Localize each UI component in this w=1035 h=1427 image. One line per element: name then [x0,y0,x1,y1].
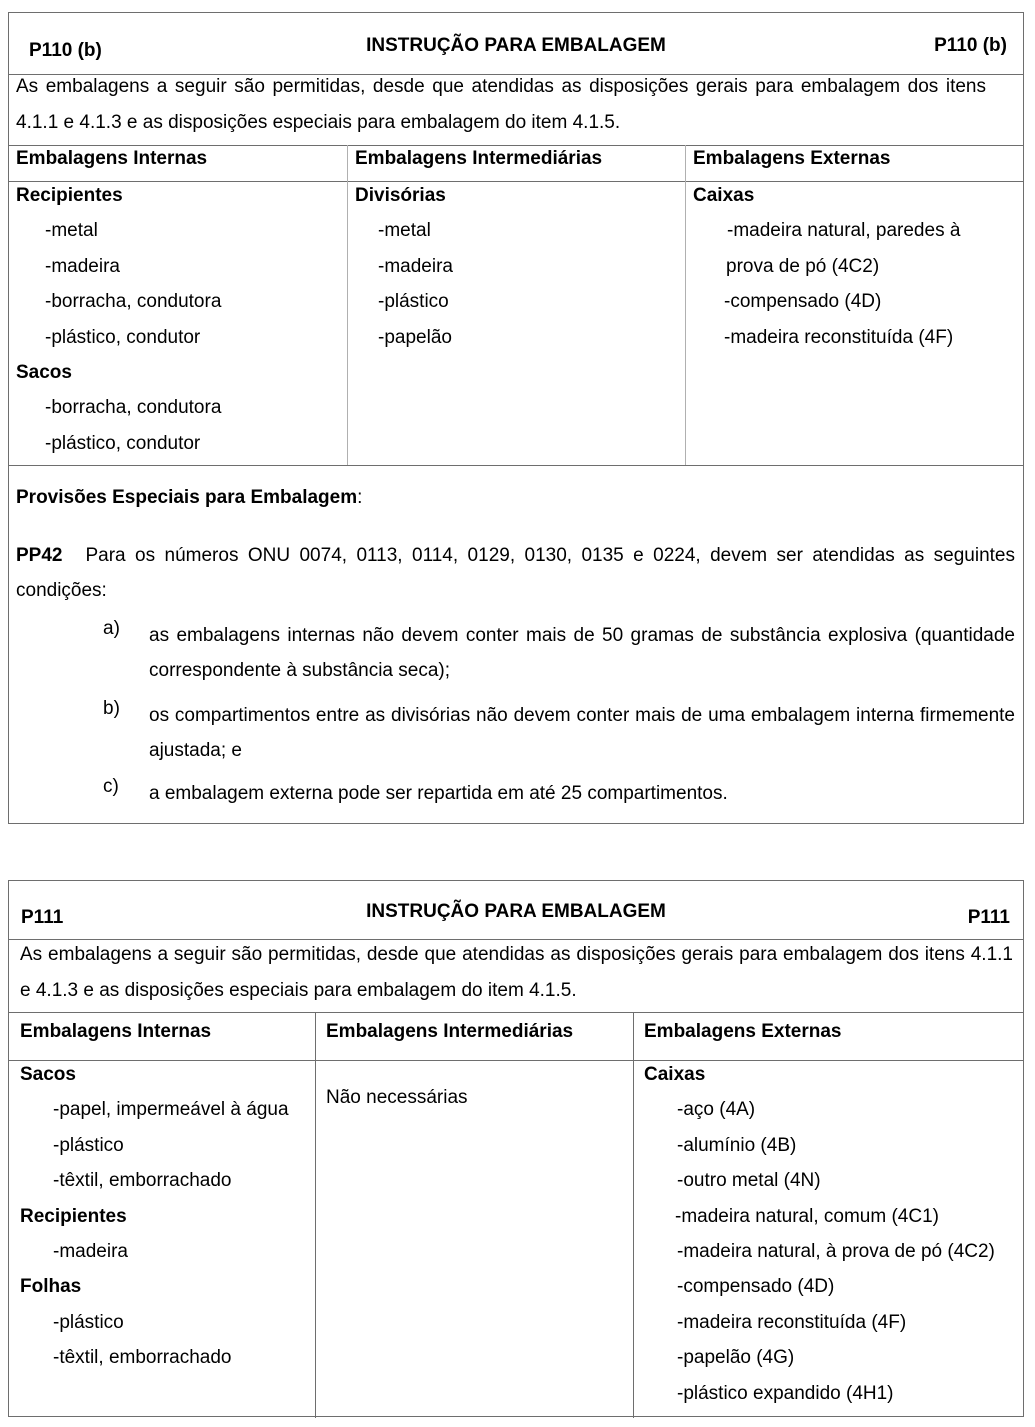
condition-label: b) [103,698,120,719]
list-item: -madeira natural, comum (4C1) [675,1205,939,1227]
instruction-title: INSTRUÇÃO PARA EMBALAGEM [366,35,666,56]
instruction-code-left: P111 [21,907,64,928]
condition-text: os compartimentos entre as divisórias não devem conter mais de uma embalagem interna firmemente ajustada; e [149,705,1015,761]
provision-text: Para os números ONU 0074, 0113, 0114, 0129, 0130, 0135 e 0224, devem ser atendidas as seguintes condições: [16,545,1015,601]
list-item: -papelão (4G) [677,1347,795,1369]
intermediate-not-required: Não necessárias [326,1087,468,1108]
group-heading: Recipientes [16,185,123,206]
list-item: -alumínio (4B) [677,1134,797,1156]
intro-paragraph: As embalagens a seguir são permitidas, desde que atendidas as disposições gerais para embalagem dos itens 4.1.1 e 4.1.3 e as disposições especiais para embalagem do item 4.1.5. [16,76,986,133]
instruction-code-left: P110 (b) [29,40,102,61]
list-item: prova de pó (4C2) [726,255,880,277]
column-header-inner: Embalagens Internas [16,148,208,169]
intro-paragraph: As embalagens a seguir são permitidas, desde que atendidas as disposições gerais para embalagem dos itens 4.1.1 e 4.1.3 e as disposições especiais para embalagem do item 4.1.5. [20,944,1013,1001]
special-provision-pp42 [16,538,1015,608]
intermediate-packaging-list [355,178,453,355]
list-item: -aço (4A) [677,1099,756,1121]
list-item: -metal [378,220,431,242]
list-item: -plástico [53,1311,124,1333]
group-heading: Sacos [16,361,72,383]
list-item: -têxtil, emborrachado [53,1347,232,1369]
list-item: -borracha, condutora [45,291,222,313]
list-item: -madeira reconstituída (4F) [677,1311,907,1333]
packing-instruction-p111 [8,880,1024,1417]
list-item: -compensado (4D) [724,291,882,313]
instruction-header [9,13,1023,75]
outer-packaging-list [693,178,960,355]
list-item: -madeira [53,1240,128,1262]
special-provisions-heading: Provisões Especiais para Embalagem [16,487,358,508]
instruction-header [9,881,1023,940]
column-header-outer: Embalagens Externas [693,148,891,169]
column-header-intermediate: Embalagens Intermediárias [326,1021,574,1042]
column-header-outer: Embalagens Externas [644,1021,842,1042]
condition-label: a) [103,618,120,639]
condition-item [103,776,1015,811]
list-item: -metal [45,220,98,242]
outer-packaging-list [644,1057,995,1411]
list-item: -plástico, condutor [45,326,201,348]
condition-text: as embalagens internas não devem conter mais de 50 gramas de substância explosiva (quantidade correspondente à substância seca); [149,625,1015,681]
special-provisions-title [16,487,362,509]
list-item: -papel, impermeável à água [53,1099,289,1121]
list-item: -plástico [53,1134,124,1156]
column-divider [633,1012,634,1418]
list-item: -borracha, condutora [45,397,222,419]
list-item: -madeira natural, à prova de pó (4C2) [677,1240,995,1262]
list-item: -plástico [378,291,449,313]
list-item: -madeira [45,255,120,277]
special-provisions-colon: : [357,487,363,508]
list-item: -outro metal (4N) [677,1170,821,1192]
instruction-code-right: P110 (b) [934,35,1007,56]
condition-label: c) [103,776,119,797]
list-item: -madeira natural, paredes à [727,220,961,242]
group-heading: Folhas [20,1276,82,1298]
column-divider [315,1012,316,1418]
provision-code: PP42 [16,545,63,566]
group-heading: Recipientes [20,1205,127,1227]
group-heading: Caixas [644,1064,706,1085]
inner-packaging-list [20,1057,289,1376]
group-heading: Divisórias [355,185,446,206]
list-item: -papelão [378,326,452,348]
condition-text: a embalagem externa pode ser repartida em até 25 compartimentos. [149,783,728,804]
group-heading: Sacos [20,1064,76,1085]
instruction-title: INSTRUÇÃO PARA EMBALAGEM [366,901,666,922]
list-item: -plástico, condutor [45,432,201,454]
list-item: -madeira reconstituída (4F) [724,326,954,348]
list-item: -plástico expandido (4H1) [677,1382,894,1404]
instruction-code-right: P111 [967,907,1010,928]
inner-packaging-list [16,178,221,461]
condition-item [103,698,1015,768]
group-heading: Caixas [693,185,755,206]
list-item: -têxtil, emborrachado [53,1170,232,1192]
list-item: -compensado (4D) [677,1276,835,1298]
column-header-inner: Embalagens Internas [20,1021,212,1042]
packing-instruction-p110b [8,12,1024,824]
column-header-intermediate: Embalagens Intermediárias [355,148,603,169]
list-item: -madeira [378,255,453,277]
condition-item [103,618,1015,688]
